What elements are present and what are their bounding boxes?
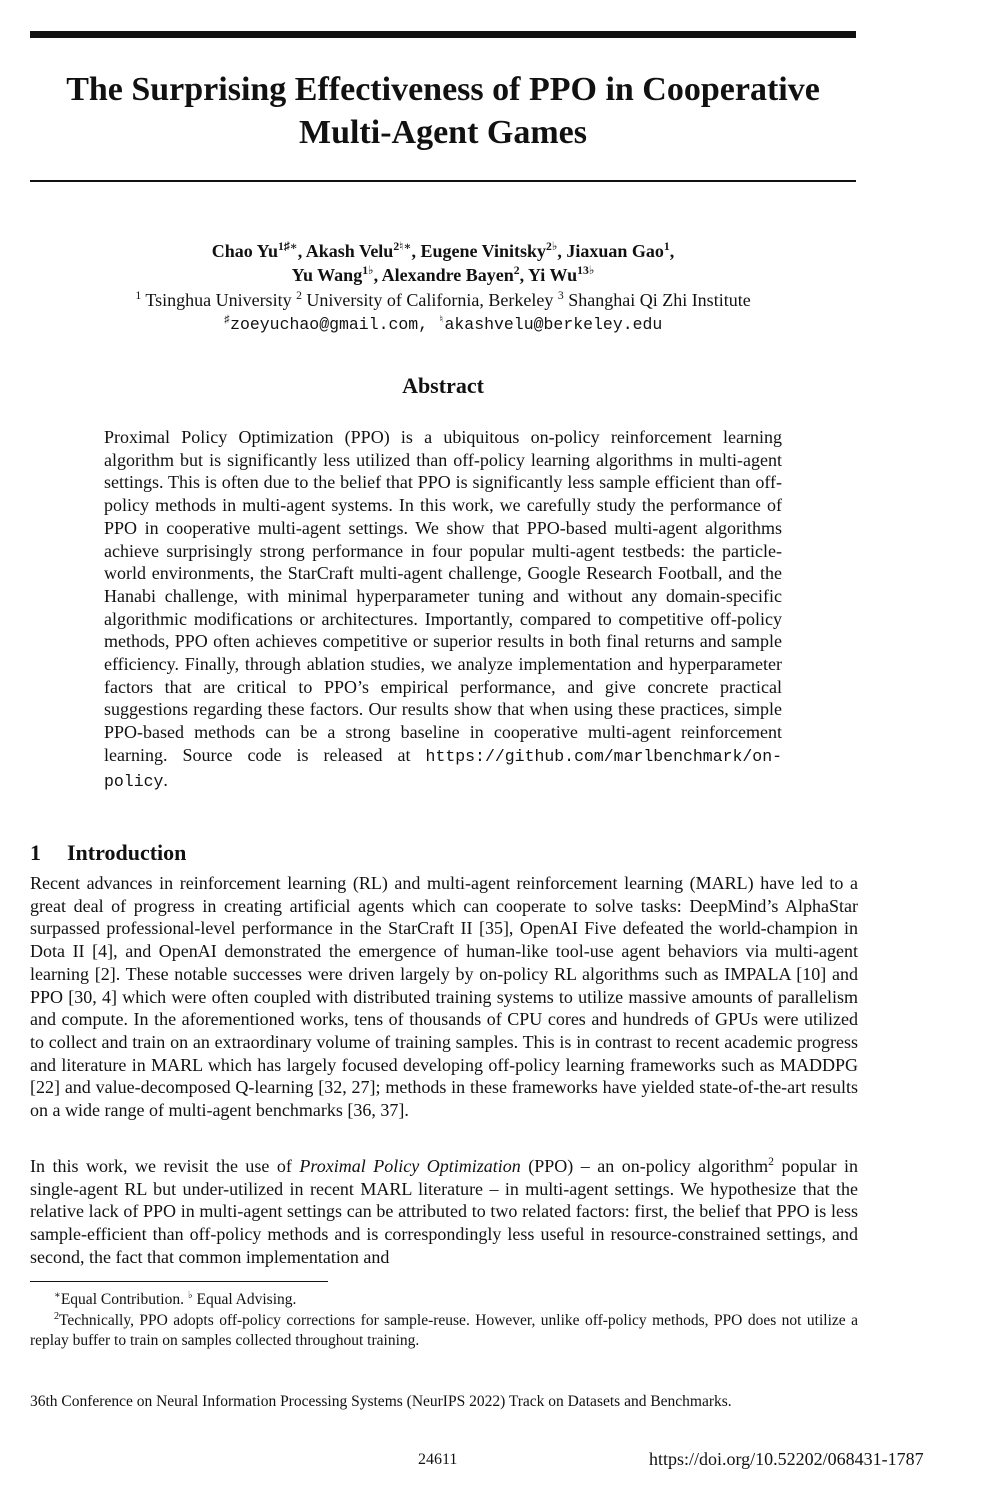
abstract-heading: Abstract xyxy=(402,373,484,398)
author-marks: 2 xyxy=(513,264,520,277)
source-code-link[interactable]: https://github.com/marlbenchmark/on-policy xyxy=(104,746,783,791)
footnote-text: Equal Contribution. xyxy=(60,1291,184,1308)
affiliation: Shanghai Qi Zhi Institute xyxy=(568,290,751,310)
page-number: 24611 xyxy=(418,1451,458,1468)
section-title: Introduction xyxy=(67,840,187,865)
email-link[interactable]: zoeyuchao@gmail.com xyxy=(230,315,419,334)
emails: ♯zoeyuchao@gmail.com, ♮akashvelu@berkeley.edu xyxy=(223,314,663,334)
footnote-text: Equal Advising. xyxy=(196,1291,297,1308)
affil-mark: 1 xyxy=(135,289,142,302)
author-line-2: Yu Wang$^{1♭}$, Alexandre Bayen$^2$, Yi $Wu^{13♭}$ xyxy=(291,264,595,285)
author-name: Jiaxuan Gao xyxy=(566,241,664,261)
footnote-mark: ∗ xyxy=(54,1289,61,1301)
affiliation: Tsinghua University xyxy=(145,290,292,310)
conference-note: 36th Conference on Neural Information Processing Systems (NeurIPS 2022) Track on Datasets and Benchmarks. xyxy=(30,1393,732,1410)
title-line-2: Multi-Agent Games xyxy=(298,114,587,151)
author-name: Yi Wu xyxy=(527,265,578,285)
intro-text: popular in single-agent RL but under-utilized in recent MARL literature – in multi-agent settings. We hypothesize that the relative lack of PPO in multi-agent settings can be attributed to two related factors: first, the belief that PPO is less sample-efficient than off-policy methods and is correspondingly less useful in resource-constrained settings, and second, the fact that common implementation and xyxy=(30,1156,858,1267)
author-name: Chao Yu xyxy=(211,241,278,261)
intro-paragraph-2 xyxy=(30,1155,858,1269)
intro-text: Recent advances in reinforcement learning (RL) and multi-agent reinforcement learning (MARL) have led to a great deal of progress in creating artificial agents which can cooperate to solve tasks: DeepMind’s AlphaStar surpassed professional-level performance in the StarCraft II [35], OpenAI Five defeated the world-champion in Dota II [4], and OpenAI demonstrated the emergence of human-like tool-use agent behaviors via multi-agent learning [2]. These notable successes were driven largely by on-policy RL algorithms such as IMPALA [10] and PPO [30, 4] which were often coupled with distributed training systems to utilize massive amounts of parallelism and compute. In the aforementioned works, tens of thousands of CPU cores and hundreds of GPUs were utilized to collect and train on an extraordinary volume of training samples. This is in contrast to recent academic progress and literature in MARL which has largely focused developing off-policy learning frameworks such as MADDPG [22] and value-decomposed Q-learning [32, 27]; methods in these frameworks have yielded state-of-the-art results on a wide range of multi-agent benchmarks [36, 37]. xyxy=(30,873,858,1121)
footnote-ref[interactable]: 2 xyxy=(768,1155,775,1168)
paper-title xyxy=(30,68,856,154)
footnote-text: Technically, PPO adopts off-policy corrections for sample-reuse. However, unlike off-policy methods, PPO does not utilize a replay buffer to train on samples collected throughout training. xyxy=(30,1312,858,1349)
top-rule xyxy=(30,31,856,38)
author-list xyxy=(30,239,856,287)
affiliation: University of California, Berkeley xyxy=(306,290,554,310)
affil-mark: 3 xyxy=(557,289,564,302)
author-marks: 1 xyxy=(663,240,670,253)
email-link[interactable]: akashvelu@berkeley.edu xyxy=(444,315,663,334)
author-marks: 2♮∗ xyxy=(393,240,412,253)
email-mark: ♮ xyxy=(438,314,445,327)
doi-link[interactable]: https://doi.org/10.52202/068431-1787 xyxy=(649,1449,924,1469)
author-marks: 1♭ xyxy=(362,264,374,277)
intro-text: (PPO) – an on-policy algorithm xyxy=(528,1156,769,1176)
author-name: Akash Velu xyxy=(305,241,394,261)
author-marks: 2♭ xyxy=(545,240,558,253)
footnote-mark: ♭ xyxy=(187,1289,193,1301)
section-heading xyxy=(30,838,186,868)
title-bottom-rule xyxy=(30,180,856,182)
author-marks: 13♭ xyxy=(577,264,595,277)
intro-text: In this work, we revisit the use of xyxy=(30,1156,292,1176)
author-marks: 1♯∗ xyxy=(277,240,298,253)
emphasis: Proximal Policy Optimization xyxy=(299,1156,521,1176)
author-name: Yu Wang xyxy=(291,265,363,285)
affil-mark: 2 xyxy=(296,289,302,302)
affiliations xyxy=(30,288,856,312)
footnote-1 xyxy=(30,1290,858,1310)
abstract-text: Proximal Policy Optimization (PPO) is a ubiquitous on-policy reinforcement learning algorithm but is significantly less utilized than off-policy learning algorithms in multi-agent settings. This is often due to the belief that PPO is significantly less sample efficient than off-policy methods in multi-agent systems. In this work, we carefully study the performance of PPO in cooperative multi-agent settings. We show that PPO-based multi-agent algorithms achieve surprisingly strong performance in four popular multi-agent testbeds: the particle-world environments, the StarCraft multi-agent challenge, Google Research Football, and the Hanabi challenge, with minimal hyperparameter tuning and without any domain-specific algorithmic modifications or architectures. Importantly, compared to competitive off-policy methods, PPO often achieves competitive or superior results in both final returns and sample efficiency. Finally, through ablation studies, we analyze implementation and hyperparameter factors that are critical to PPO’s empirical performance, and give concrete practical suggestions regarding these factors. Our results show that when using these practices, simple PPO-based methods can be a strong baseline in cooperative multi-agent reinforcement learning. Source code is released at xyxy=(104,427,782,765)
intro-paragraph-1 xyxy=(30,872,858,1122)
title-line-1: The Surprising Effectiveness of PPO in Cooperative xyxy=(66,71,820,108)
footnote-mark: 2 xyxy=(54,1310,60,1322)
author-name: Alexandre Bayen xyxy=(381,265,514,285)
footnote-rule xyxy=(30,1281,328,1282)
section-number: 1 xyxy=(30,840,41,865)
abstract-body: Proximal Policy Optimization (PPO) is a ubiquitous on-policy reinforcement learning algorithm but is significantly less utilized than off-policy learning algorithms in multi-agent settings. This is often due to the belief that PPO is significantly less sample efficient than off-policy methods in multi-agent systems. In this work, we carefully study the performance of PPO in cooperative multi-agent settings. We show that PPO-based multi-agent algorithms achieve surprisingly strong performance in four popular multi-agent testbeds: the particle-world environments, the StarCraft multi-agent challenge, Google Research Football, and the Hanabi challenge, with minimal hyperparameter tuning and without any domain-specific algorithmic modifications or architectures. Importantly, compared to competitive off-policy methods, PPO often achieves competitive or superior results in both final returns and sample efficiency. Finally, through ablation studies, we analyze implementation and hyperparameter factors that are critical to PPO’s empirical performance, and give concrete practical suggestions regarding these factors. Our results show that when using these practices, simple PPO-based methods can be a strong baseline in cooperative multi-agent reinforcement learning. Source code is released at https://github.com/marlbenchmark/on-policy. xyxy=(104,427,783,791)
email-mark: ♯ xyxy=(223,314,231,327)
author-line-1: Chao $Yu^{1♯∗}$, Akash Velu$^{2♮∗}$, Eugene Vinitsky$^{2♭}$, Jiaxuan Gao$^1$, xyxy=(211,240,675,261)
footnote-2 xyxy=(30,1311,858,1351)
author-name: Eugene Vinitsky xyxy=(420,241,546,261)
